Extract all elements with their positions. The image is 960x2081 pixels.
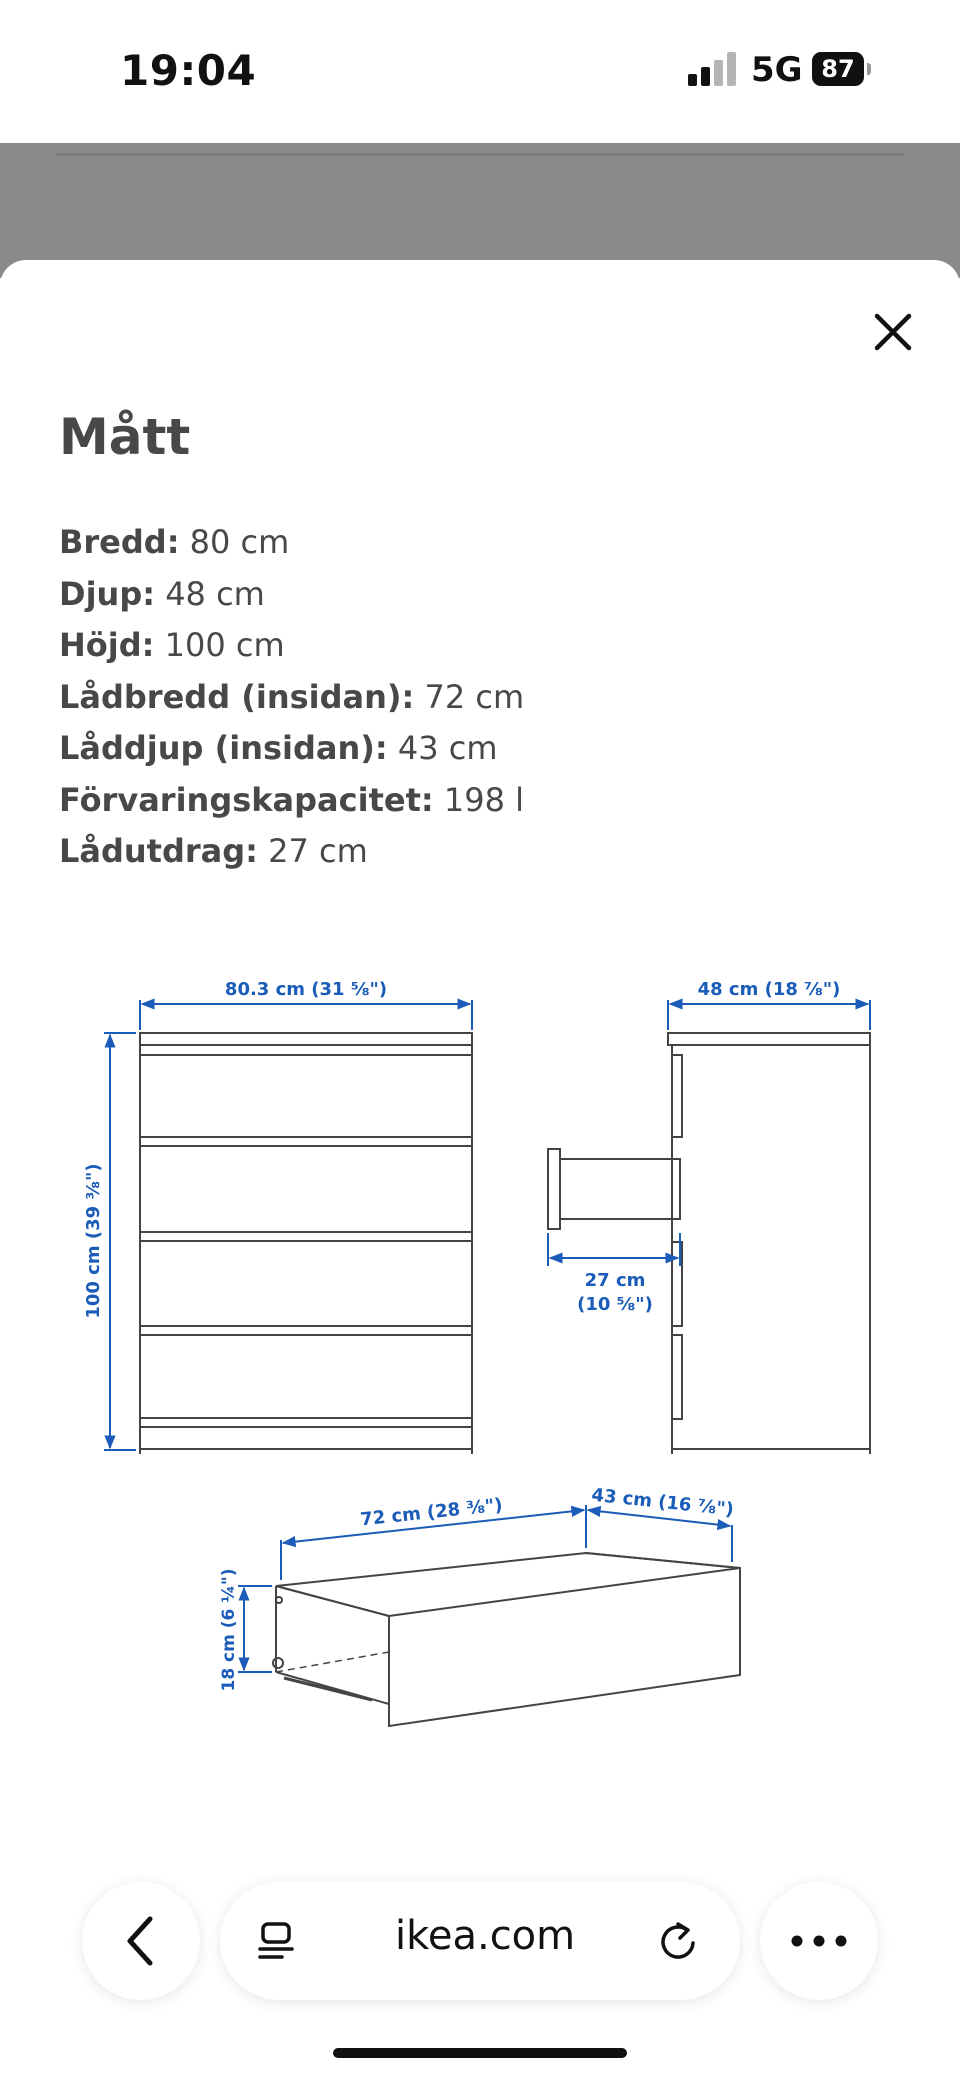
- spec-value: 27 cm: [257, 832, 368, 870]
- spec-value: 48 cm: [155, 574, 265, 613]
- battery-level: 87: [821, 55, 855, 83]
- spec-label: Höjd:: [59, 626, 155, 664]
- width-dimension-label: 80.3 cm (31 ⅝"): [224, 979, 388, 1000]
- height-dimension-label: 100 cm (39 ⅜"): [83, 1163, 104, 1319]
- extension-in-label: (10 ⅝"): [577, 1294, 653, 1315]
- url-text[interactable]: ikea.com: [395, 1913, 576, 1959]
- spec-value: 72 cm: [414, 677, 525, 716]
- spec-label: Bredd:: [59, 523, 180, 561]
- reload-icon[interactable]: [656, 1918, 702, 1964]
- spec-value: 43 cm: [387, 729, 498, 767]
- front-view: [140, 1033, 472, 1454]
- close-icon[interactable]: [868, 307, 918, 357]
- spec-row: [59, 826, 524, 878]
- spec-value: 80 cm: [179, 523, 290, 561]
- spec-row: [59, 569, 524, 621]
- drawer-view: [273, 1553, 740, 1726]
- sheet-title: Mått: [59, 408, 191, 466]
- network-label: 5G: [751, 50, 803, 90]
- dimension-drawing: [60, 960, 900, 1760]
- drawer-depth-label: 43 cm (16 ⅞"): [590, 1484, 735, 1521]
- status-bar: [0, 0, 960, 143]
- signal-icon: [688, 52, 736, 86]
- extension-cm-label: 27 cm: [584, 1270, 646, 1291]
- reader-icon[interactable]: [254, 1918, 300, 1964]
- more-icon: [760, 1882, 878, 2000]
- spec-label: Djup:: [59, 574, 156, 613]
- spec-label: Lådutdrag:: [59, 832, 258, 870]
- depth-dimension-label: 48 cm (18 ⅞"): [697, 979, 841, 1000]
- spec-row: [59, 620, 524, 672]
- spec-value: 198 l: [433, 780, 524, 819]
- back-button[interactable]: [82, 1882, 200, 2000]
- more-button[interactable]: [760, 1882, 878, 2000]
- spec-row: [59, 723, 524, 775]
- battery-icon: [812, 52, 872, 86]
- home-indicator: [333, 2048, 627, 2058]
- back-icon: [82, 1882, 200, 2000]
- drawer-width-label: 72 cm (28 ⅜"): [359, 1494, 504, 1531]
- spec-list: [59, 517, 524, 878]
- side-view: [548, 1033, 870, 1454]
- status-time: 19:04: [120, 46, 257, 95]
- spec-label: Förvaringskapacitet:: [59, 780, 434, 819]
- drawer-height-label: 18 cm (6 ¼"): [219, 1568, 239, 1692]
- spec-value: 100 cm: [154, 626, 285, 664]
- spec-label: Lådbredd (insidan):: [59, 677, 415, 716]
- page-backdrop[interactable]: [0, 143, 960, 278]
- spec-label: Låddjup (insidan):: [59, 729, 388, 767]
- spec-row: [59, 517, 524, 569]
- spec-row: [59, 672, 524, 724]
- spec-row: [59, 775, 524, 827]
